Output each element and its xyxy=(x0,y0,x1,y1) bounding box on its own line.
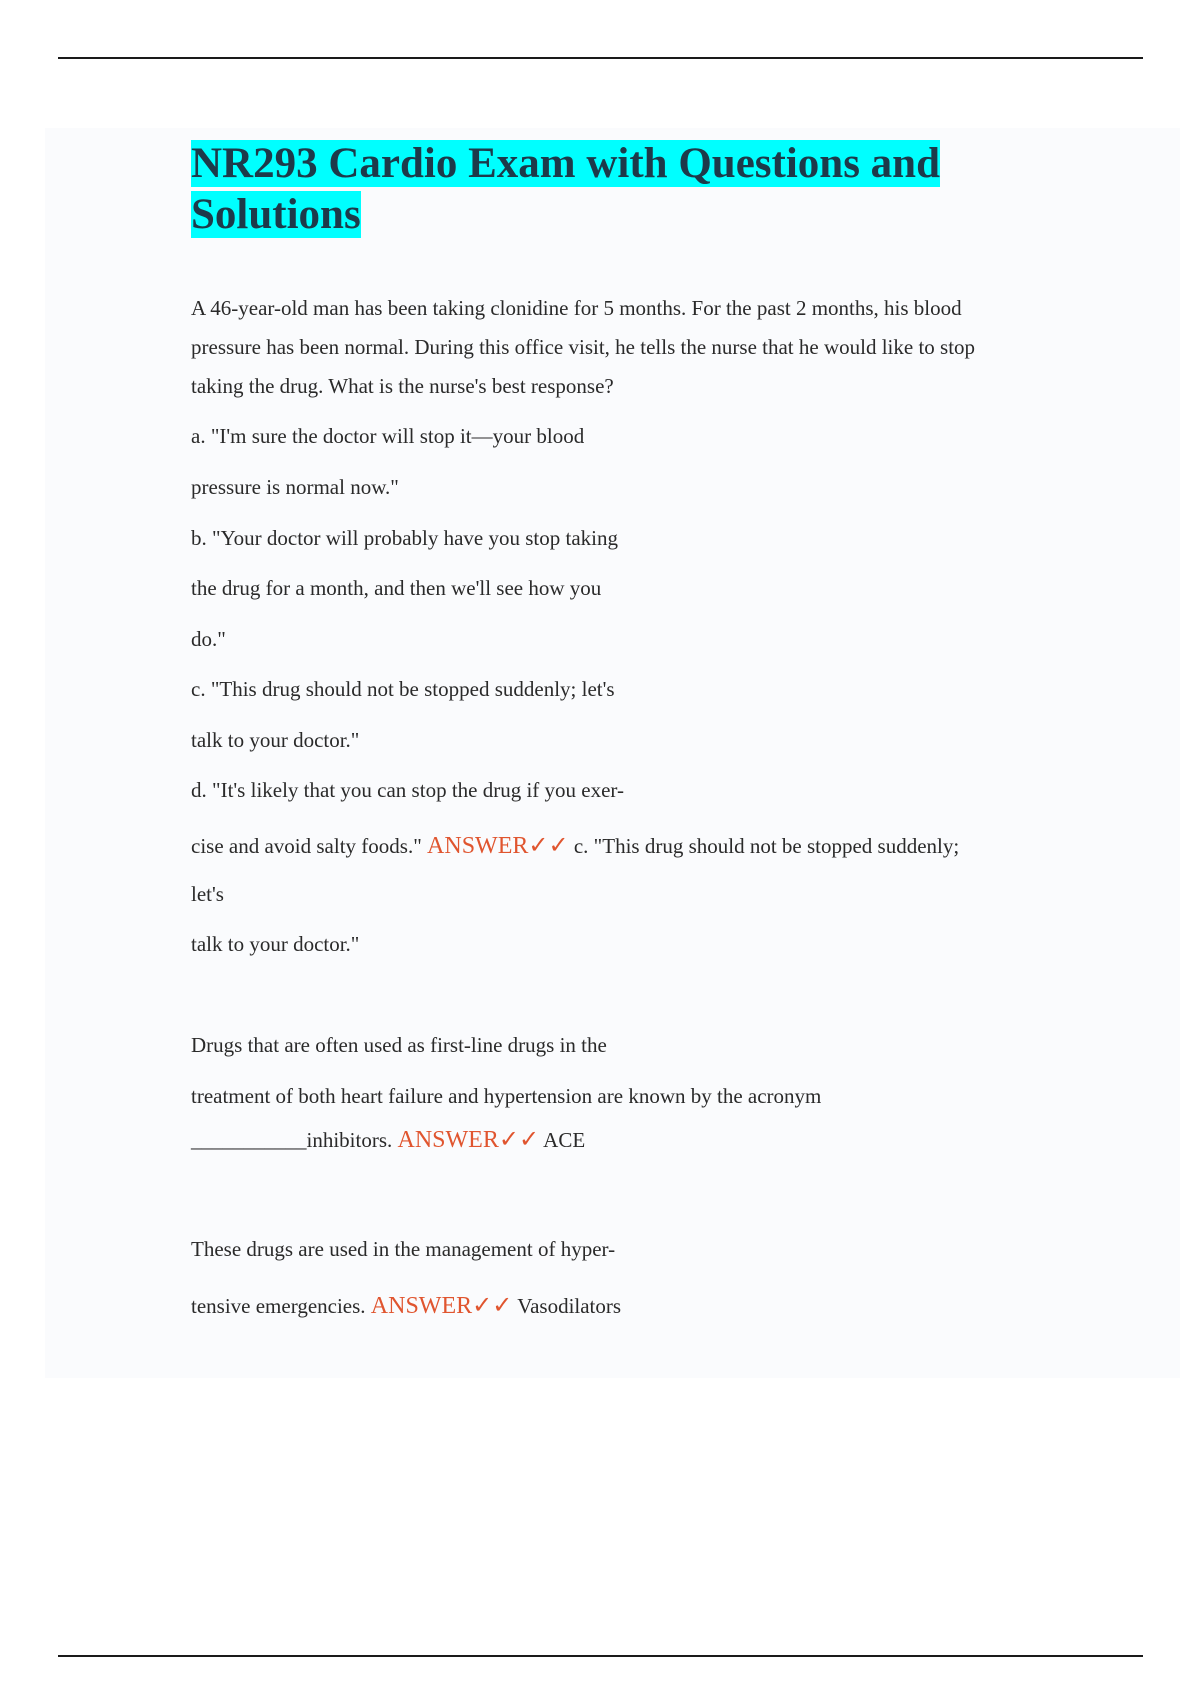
answer-continuation-line-1: let's xyxy=(191,882,224,906)
question-1-line-2: pressure has been normal. During this office visit, he tells the nurse that he would like to stop xyxy=(191,335,976,359)
question-1-line-1: A 46-year-old man has been taking clonidine for 5 months. For the past 2 months, his blood xyxy=(191,296,962,320)
option-b-line-3: do." xyxy=(191,627,226,651)
question-1-line-3: taking the drug. What is the nurse's best response? xyxy=(191,374,614,398)
question-3-answer-line xyxy=(191,1292,621,1320)
answer-text: c. "This drug should not be stopped suddenly; xyxy=(573,834,960,858)
question-2-answer-line xyxy=(191,1126,585,1154)
answer-label: ANSWER✓✓ xyxy=(427,833,569,859)
question-3-line-1: These drugs are used in the management of hyper- xyxy=(191,1237,616,1261)
answer-label: ANSWER✓✓ xyxy=(370,1293,513,1319)
option-a-line-1: a. "I'm sure the doctor will stop it—your blood xyxy=(191,424,585,448)
option-c-line-2: talk to your doctor." xyxy=(191,728,360,752)
question-3-line-2: tensive emergencies. xyxy=(191,1294,366,1318)
option-d-line-2: cise and avoid salty foods." xyxy=(191,834,422,858)
question-2-line-1: Drugs that are often used as first-line drugs in the xyxy=(191,1033,607,1057)
answer-text: Vasodilators xyxy=(517,1294,622,1318)
option-a-line-2: pressure is normal now." xyxy=(191,475,399,499)
question-1-answer-line xyxy=(191,832,959,860)
option-b-line-1: b. "Your doctor will probably have you stop taking xyxy=(191,526,618,550)
bottom-rule xyxy=(58,1655,1143,1657)
option-d-line-1: d. "It's likely that you can stop the drug if you exer- xyxy=(191,778,625,802)
answer-label: ANSWER✓✓ xyxy=(397,1127,540,1153)
document-body xyxy=(191,138,1071,1319)
question-2-line-2: treatment of both heart failure and hypertension are known by the acronym xyxy=(191,1084,822,1108)
option-c-line-1: c. "This drug should not be stopped suddenly; let's xyxy=(191,677,615,701)
blank-inhibitors: ___________inhibitors. xyxy=(191,1128,393,1152)
top-rule xyxy=(58,57,1143,59)
answer-continuation-line-2: talk to your doctor." xyxy=(191,932,360,956)
option-b-line-2: the drug for a month, and then we'll see how you xyxy=(191,576,602,600)
answer-text: ACE xyxy=(543,1128,586,1152)
document-title: NR293 Cardio Exam with Questions and Solutions xyxy=(191,140,941,238)
